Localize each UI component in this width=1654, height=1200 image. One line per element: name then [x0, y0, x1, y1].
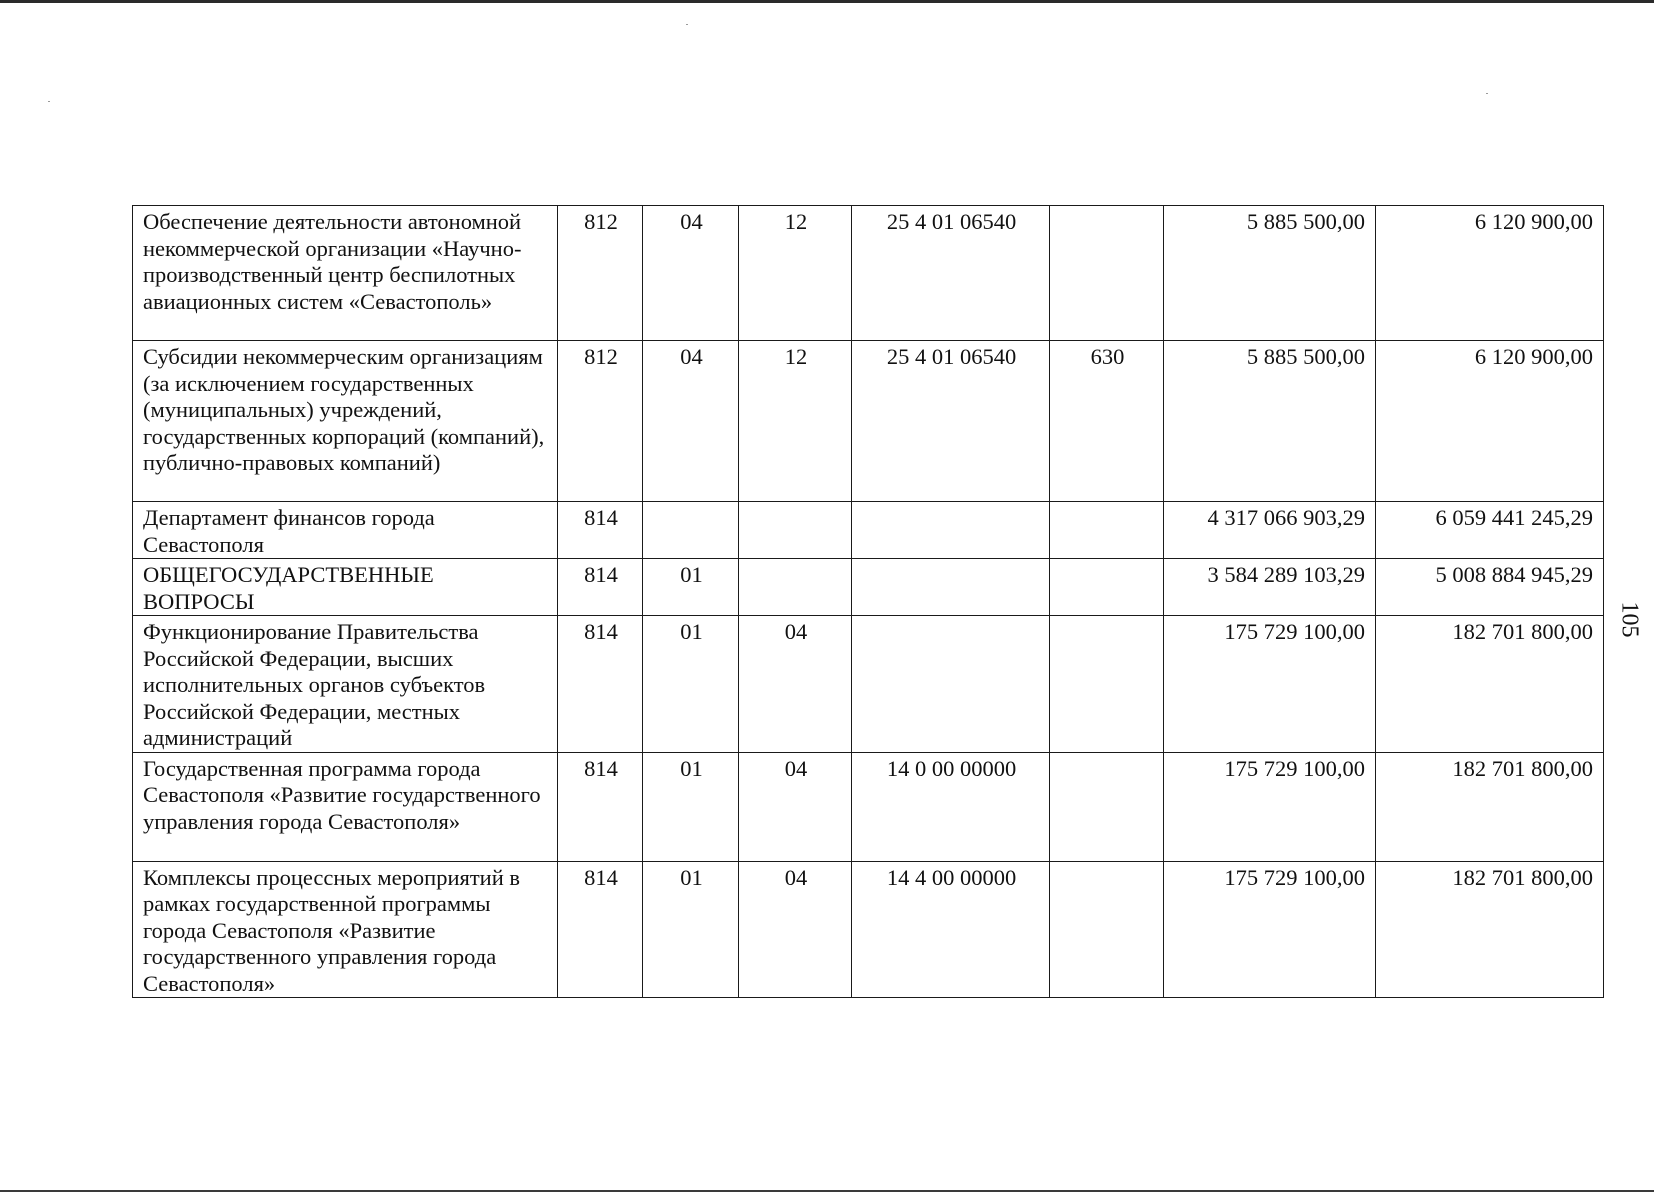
amount-year2-cell: 182 701 800,00	[1376, 616, 1604, 753]
row-name-cell: Субсидии некоммерческим организациям (за исключением государственных (муниципальных) учреждений, государственных корпораций (компаний), публично-правовых компаний)	[133, 341, 558, 502]
amount-year1-cell: 5 885 500,00	[1164, 206, 1376, 341]
row-name-cell: Комплексы процессных мероприятий в рамках государственной программы города Севастополя «Развитие государственного управления города Севастополя»	[133, 861, 558, 998]
ved-code-cell: 814	[558, 861, 643, 998]
section-code-cell: 04	[643, 341, 739, 502]
table-row	[133, 861, 1604, 998]
amount-year1-cell: 175 729 100,00	[1164, 752, 1376, 861]
table-row	[133, 206, 1604, 341]
expense-type-cell	[1050, 861, 1164, 998]
target-article-cell: 25 4 01 06540	[852, 341, 1050, 502]
row-name-cell: Обеспечение деятельности автономной некоммерческой организации «Научно-производственный центр беспилотных авиационных систем «Севастополь»	[133, 206, 558, 341]
section-code-cell: 01	[643, 861, 739, 998]
table-row	[133, 559, 1604, 616]
ved-code-cell: 814	[558, 502, 643, 559]
amount-year1-cell: 175 729 100,00	[1164, 861, 1376, 998]
section-code-cell: 01	[643, 616, 739, 753]
target-article-cell: 14 0 00 00000	[852, 752, 1050, 861]
target-article-cell	[852, 502, 1050, 559]
amount-year1-cell: 5 885 500,00	[1164, 341, 1376, 502]
amount-year2-cell: 182 701 800,00	[1376, 752, 1604, 861]
page-number: 105	[1616, 601, 1643, 638]
expense-type-cell	[1050, 559, 1164, 616]
target-article-cell: 14 4 00 00000	[852, 861, 1050, 998]
table-row	[133, 752, 1604, 861]
subsection-code-cell: 12	[739, 341, 852, 502]
row-name-cell: Функционирование Правительства Российской Федерации, высших исполнительных органов субъектов Российской Федерации, местных администраций	[133, 616, 558, 753]
expense-type-cell	[1050, 502, 1164, 559]
scan-speck	[686, 24, 688, 25]
scan-edge-bottom	[0, 1190, 1654, 1192]
amount-year2-cell: 5 008 884 945,29	[1376, 559, 1604, 616]
row-name-cell: Государственная программа города Севастополя «Развитие государственного управления города Севастополя»	[133, 752, 558, 861]
scan-edge-top	[0, 0, 1654, 3]
ved-code-cell: 814	[558, 752, 643, 861]
table-row	[133, 341, 1604, 502]
ved-code-cell: 812	[558, 206, 643, 341]
amount-year2-cell: 6 059 441 245,29	[1376, 502, 1604, 559]
target-article-cell	[852, 559, 1050, 616]
target-article-cell	[852, 616, 1050, 753]
scan-speck	[48, 101, 50, 102]
scan-speck	[1486, 93, 1488, 94]
amount-year1-cell: 175 729 100,00	[1164, 616, 1376, 753]
target-article-cell: 25 4 01 06540	[852, 206, 1050, 341]
amount-year2-cell: 6 120 900,00	[1376, 206, 1604, 341]
section-code-cell: 01	[643, 559, 739, 616]
section-code-cell	[643, 502, 739, 559]
subsection-code-cell: 04	[739, 616, 852, 753]
budget-table	[132, 205, 1604, 998]
expense-type-cell	[1050, 752, 1164, 861]
amount-year1-cell: 4 317 066 903,29	[1164, 502, 1376, 559]
row-name-cell: Департамент финансов города Севастополя	[133, 502, 558, 559]
expense-type-cell	[1050, 206, 1164, 341]
expense-type-cell: 630	[1050, 341, 1164, 502]
table-row	[133, 502, 1604, 559]
amount-year2-cell: 182 701 800,00	[1376, 861, 1604, 998]
section-code-cell: 04	[643, 206, 739, 341]
subsection-code-cell: 12	[739, 206, 852, 341]
section-code-cell: 01	[643, 752, 739, 861]
amount-year1-cell: 3 584 289 103,29	[1164, 559, 1376, 616]
subsection-code-cell	[739, 502, 852, 559]
subsection-code-cell: 04	[739, 861, 852, 998]
ved-code-cell: 814	[558, 559, 643, 616]
row-name-cell: ОБЩЕГОСУДАРСТВЕННЫЕ ВОПРОСЫ	[133, 559, 558, 616]
amount-year2-cell: 6 120 900,00	[1376, 341, 1604, 502]
expense-type-cell	[1050, 616, 1164, 753]
table-row	[133, 616, 1604, 753]
ved-code-cell: 812	[558, 341, 643, 502]
ved-code-cell: 814	[558, 616, 643, 753]
subsection-code-cell: 04	[739, 752, 852, 861]
subsection-code-cell	[739, 559, 852, 616]
